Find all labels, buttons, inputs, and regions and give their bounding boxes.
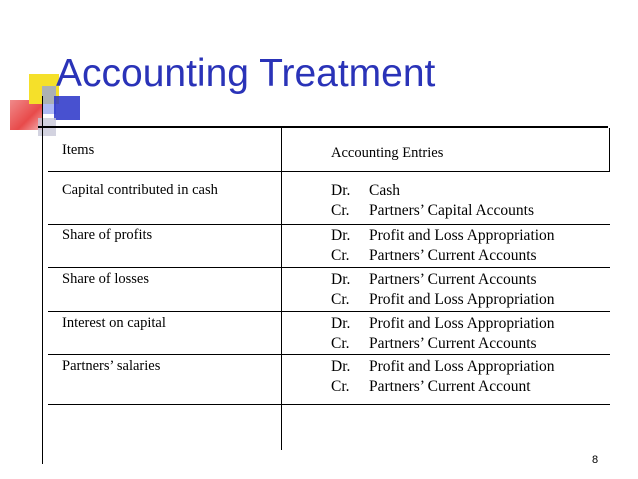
- accounting-table: [48, 128, 610, 450]
- entry-account: Partners’ Capital Accounts: [369, 202, 535, 219]
- row-item: Partners’ salaries: [62, 358, 161, 374]
- row-item: Capital contributed in cash: [62, 182, 218, 198]
- entry-dc: Dr.: [331, 358, 351, 375]
- entry-account: Cash: [369, 182, 400, 199]
- header-accounting-entries: Accounting Entries: [331, 145, 444, 161]
- header-right-border: [609, 128, 610, 171]
- entry-account: Partners’ Current Accounts: [369, 247, 537, 264]
- column-divider: [281, 128, 282, 450]
- row-divider: [48, 267, 610, 268]
- row-item: Share of losses: [62, 271, 149, 287]
- entry-dc: Dr.: [331, 315, 351, 332]
- entry-account: Partners’ Current Accounts: [369, 335, 537, 352]
- entry-dc: Cr.: [331, 291, 350, 308]
- row-item: Interest on capital: [62, 315, 166, 331]
- entry-account: Profit and Loss Appropriation: [369, 358, 555, 375]
- entry-account: Profit and Loss Appropriation: [369, 315, 555, 332]
- entry-account: Profit and Loss Appropriation: [369, 227, 555, 244]
- row-entries: [331, 270, 555, 310]
- slide-title: Accounting Treatment: [56, 52, 436, 95]
- entry-account: Partners’ Current Accounts: [369, 271, 537, 288]
- row-divider: [48, 224, 610, 225]
- row-divider: [48, 311, 610, 312]
- left-divider-line: [42, 96, 43, 464]
- entry-dc: Dr.: [331, 227, 351, 244]
- header-items: Items: [62, 142, 95, 158]
- entry-dc: Cr.: [331, 247, 350, 264]
- row-entries: [331, 314, 555, 354]
- page-number: 8: [592, 454, 599, 466]
- row-entries: [331, 181, 534, 221]
- entry-dc: Cr.: [331, 202, 350, 219]
- row-entries: [331, 226, 555, 266]
- entry-account: Partners’ Current Account: [369, 378, 531, 395]
- entry-dc: Dr.: [331, 182, 351, 199]
- row-item: Share of profits: [62, 227, 153, 243]
- row-divider: [48, 171, 610, 172]
- row-entries: [331, 357, 555, 397]
- decorative-square-blue: [54, 96, 80, 120]
- row-divider: [48, 404, 610, 405]
- row-divider: [48, 354, 610, 355]
- entry-dc: Dr.: [331, 271, 351, 288]
- entry-dc: Cr.: [331, 335, 350, 352]
- entry-dc: Cr.: [331, 378, 350, 395]
- entry-account: Profit and Loss Appropriation: [369, 291, 555, 308]
